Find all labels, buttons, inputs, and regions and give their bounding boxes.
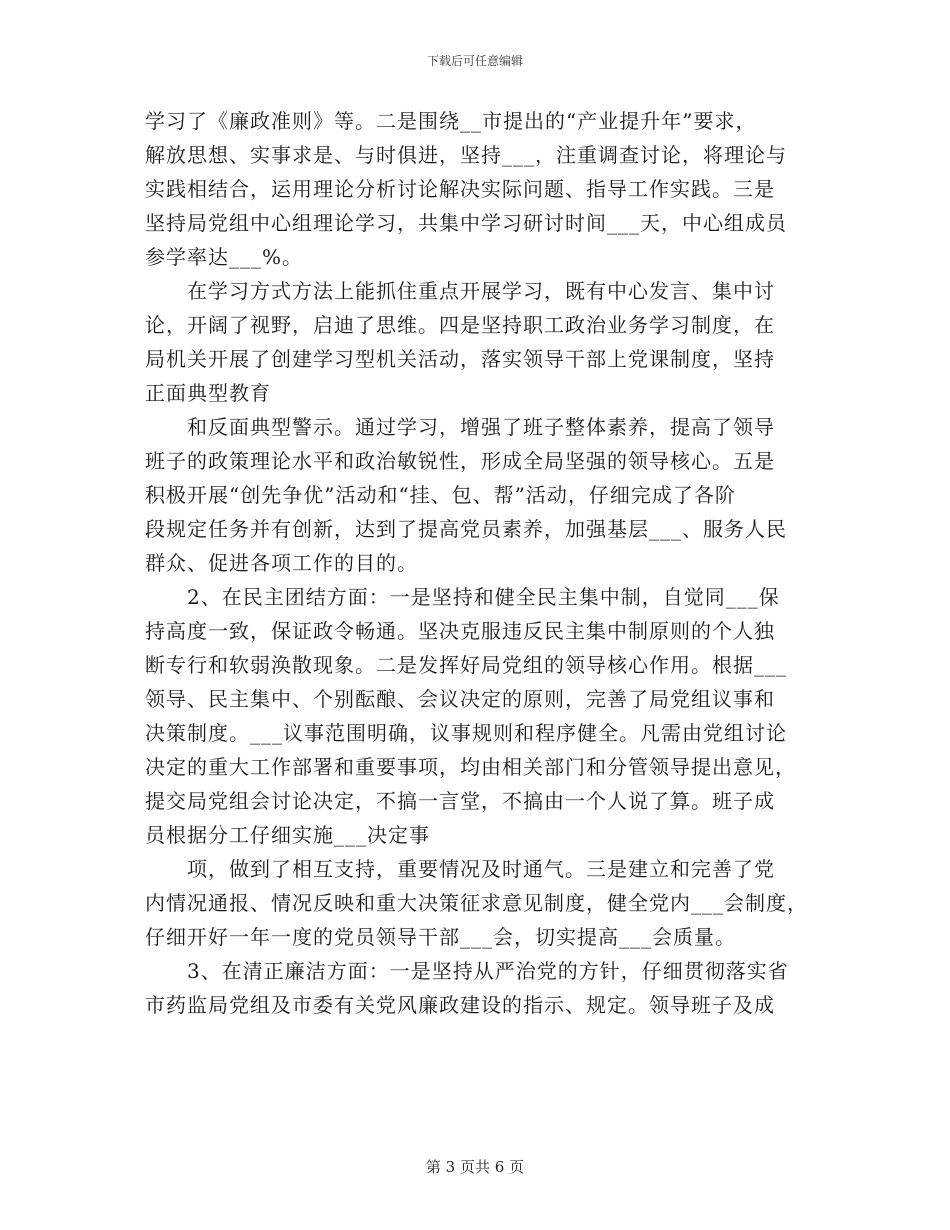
- paragraph-start-line: 项，做到了相互支持，重要情况及时通气。三是建立和完善了党: [187, 857, 775, 881]
- paragraph-start-line: 2、在民主团结方面：一是坚持和健全民主集中制，自觉同___保: [187, 585, 780, 609]
- text-line: 员根据分工仔细实施___决定事: [145, 823, 430, 847]
- text-line: 内情况通报、情况反映和重大决策征求意见制度，健全党内___会制度，: [145, 891, 808, 915]
- text-line: 实践相结合，运用理论分析讨论解决实际问题、指导工作实践。三是: [145, 177, 775, 201]
- text-line: 坚持局党组中心组理论学习，共集中学习研讨时间___天，中心组成员: [145, 211, 787, 235]
- text-line: 群众、促进各项工作的目的。: [145, 551, 418, 575]
- document-body: [145, 104, 808, 1022]
- text-line: 决策制度。___议事范围明确，议事规则和程序健全。凡需由党组讨论: [145, 721, 787, 745]
- text-line: 正面典型教育: [145, 381, 271, 405]
- text-line: 参学率达___%。: [145, 245, 304, 269]
- text-line: 学习了《廉政准则》等。二是围绕__市提出的“产业提升年”要求，: [145, 109, 757, 133]
- page-number: 第 3 页共 6 页: [425, 1158, 525, 1176]
- text-line: 持高度一致，保证政令畅通。坚决克服违反民主集中制原则的个人独: [145, 619, 775, 643]
- paragraph-start-line: 3、在清正廉洁方面：一是坚持从严治党的方针，仔细贯彻落实省: [187, 959, 789, 983]
- text-line: 决定的重大工作部署和重要事项，均由相关部门和分管领导提出意见，: [145, 755, 796, 779]
- text-line: 仔细开好一年一度的党员领导干部___会，切实提高___会质量。: [145, 925, 736, 949]
- text-line: 提交局党组会讨论决定，不搞一言堂，不搞由一个人说了算。班子成: [145, 789, 775, 813]
- text-line: 段规定任务并有创新，达到了提高党员素养，加强基层___、服务人民: [145, 517, 787, 541]
- text-line: 局机关开展了创建学习型机关活动，落实领导干部上党课制度，坚持: [145, 347, 775, 371]
- text-line: 解放思想、实事求是、与时俱进，坚持___，注重调查讨论，将理论与: [145, 143, 787, 167]
- text-line: 领导、民主集中、个别酝酿、会议决定的原则，完善了局党组议事和: [145, 687, 775, 711]
- paragraph-start-line: 在学习方式方法上能抓住重点开展学习，既有中心发言、集中讨: [187, 279, 775, 303]
- paragraph-start-line: 和反面典型警示。通过学习，增强了班子整体素养，提高了领导: [187, 415, 775, 439]
- text-line: 论，开阔了视野，启迪了思维。四是坚持职工政治业务学习制度，在: [145, 313, 775, 337]
- text-line: 断专行和软弱涣散现象。二是发挥好局党组的领导核心作用。根据___: [145, 653, 787, 677]
- text-line: 班子的政策理论水平和政治敏锐性，形成全局坚强的领导核心。五是: [145, 449, 775, 473]
- page-header-note: 下载后可任意编辑: [426, 54, 523, 68]
- text-line: 市药监局党组及市委有关党风廉政建设的指示、规定。领导班子及成: [145, 993, 775, 1017]
- text-line: 积极开展“创先争优”活动和“挂、包、帮”活动，仔细完成了各阶: [145, 483, 736, 507]
